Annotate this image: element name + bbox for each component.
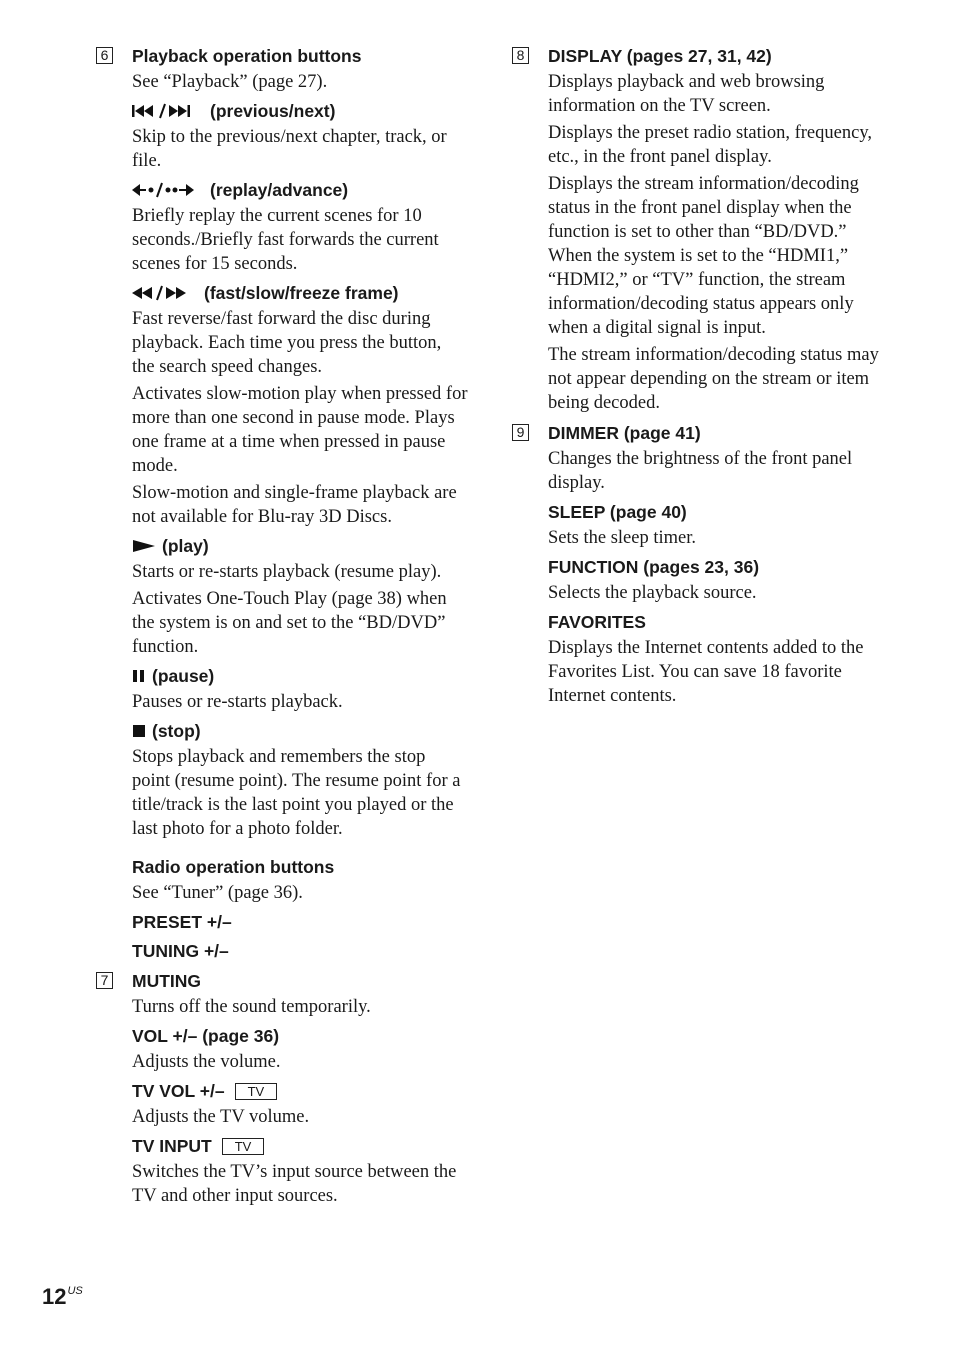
display-text-4: The stream information/decoding status may not appear depending on the stream or item being decoded.	[548, 345, 879, 413]
prev-next-text: Skip to the previous/next chapter, track, or file.	[132, 127, 447, 171]
display-heading: DISPLAY (pages 27, 31, 42)	[548, 46, 772, 66]
tv-vol-text: Adjusts the TV volume.	[132, 1107, 310, 1127]
radio-buttons-heading: Radio operation buttons	[132, 857, 335, 877]
dimmer-text: Changes the brightness of the front panel display.	[548, 449, 853, 493]
left-column	[96, 44, 468, 1214]
muting-text: Turns off the sound temporarily.	[132, 997, 371, 1017]
section-7	[96, 969, 468, 1208]
favorites-text: Displays the Internet contents added to the Favorites List. You can save 18 favorite Internet contents.	[548, 638, 864, 706]
play-text-1: Starts or re-starts playback (resume play).	[132, 562, 442, 582]
dimmer-heading: DIMMER (page 41)	[548, 423, 701, 443]
page-number-value: 12	[42, 1284, 67, 1309]
tv-vol-label: TV VOL +/–	[132, 1081, 225, 1101]
favorites-heading: FAVORITES	[548, 612, 646, 632]
pause-label: (pause)	[152, 666, 215, 686]
section-number-6: 6	[96, 47, 113, 64]
right-column	[512, 44, 884, 714]
prev-next-label: (previous/next)	[210, 101, 336, 121]
vol-heading: VOL +/– (page 36)	[132, 1026, 280, 1046]
fast-slow-label: (fast/slow/freeze frame)	[204, 283, 399, 303]
fast-slow-heading	[132, 281, 468, 305]
tv-input-heading	[132, 1134, 468, 1158]
pause-heading	[132, 664, 468, 688]
vol-text: Adjusts the volume.	[132, 1052, 281, 1072]
display-text-3: Displays the stream information/decoding status in the front panel display when the function is set to other than “BD/DVD.” When the system is set to the “HDMI1,” “HDMI2,” or “TV” function, the stream information/decoding status appears only when a digital signal is input.	[548, 174, 859, 338]
sleep-text: Sets the sleep timer.	[548, 528, 696, 548]
play-heading	[132, 534, 468, 558]
play-icon	[132, 538, 156, 554]
radio-buttons-intro: See “Tuner” (page 36).	[132, 883, 303, 903]
previous-next-icon	[132, 103, 204, 119]
stop-icon	[132, 723, 146, 739]
muting-heading: MUTING	[132, 971, 202, 991]
section-6	[96, 44, 468, 963]
tv-badge: TV	[222, 1138, 265, 1155]
prev-next-heading	[132, 99, 468, 123]
display-text-1: Displays playback and web browsing information on the TV screen.	[548, 72, 825, 116]
replay-advance-heading	[132, 178, 468, 202]
section-8	[512, 44, 884, 415]
tv-vol-heading	[132, 1079, 468, 1103]
page-number-suffix: US	[67, 1285, 83, 1297]
play-label: (play)	[162, 536, 209, 556]
replay-advance-icon	[132, 182, 204, 198]
sleep-heading: SLEEP (page 40)	[548, 502, 687, 522]
section-9	[512, 421, 884, 708]
stop-heading	[132, 719, 468, 743]
fast-slow-text-3: Slow-motion and single-frame playback are not available for Blu-ray 3D Discs.	[132, 483, 457, 527]
function-text: Selects the playback source.	[548, 583, 757, 603]
rewind-forward-icon	[132, 285, 198, 301]
section-6-title: Playback operation buttons	[132, 46, 362, 66]
stop-label: (stop)	[152, 721, 201, 741]
display-text-2: Displays the preset radio station, frequency, etc., in the front panel display.	[548, 123, 872, 167]
tuning-heading: TUNING +/–	[132, 941, 229, 961]
pause-text: Pauses or re-starts playback.	[132, 692, 343, 712]
replay-advance-label: (replay/advance)	[210, 180, 349, 200]
section-number-9: 9	[512, 424, 529, 441]
section-6-intro: See “Playback” (page 27).	[132, 72, 328, 92]
section-number-8: 8	[512, 47, 529, 64]
function-heading: FUNCTION (pages 23, 36)	[548, 557, 760, 577]
page-number	[42, 1284, 83, 1310]
stop-text: Stops playback and remembers the stop point (resume point). The resume point for a title/track is the last point you played or the last photo for a photo folder.	[132, 747, 461, 839]
section-number-7: 7	[96, 972, 113, 989]
tv-input-text: Switches the TV’s input source between the TV and other input sources.	[132, 1162, 457, 1206]
replay-advance-text: Briefly replay the current scenes for 10 seconds./Briefly fast forwards the current scenes for 15 seconds.	[132, 206, 439, 274]
pause-icon	[132, 668, 146, 684]
play-text-2: Activates One-Touch Play (page 38) when the system is on and set to the “BD/DVD” function.	[132, 589, 447, 657]
tv-input-label: TV INPUT	[132, 1136, 212, 1156]
fast-slow-text-2: Activates slow-motion play when pressed for more than one second in pause mode. Plays one frame at a time when pressed in pause mode.	[132, 384, 468, 476]
fast-slow-text-1: Fast reverse/fast forward the disc during playback. Each time you press the button, the search speed changes.	[132, 309, 442, 377]
tv-badge: TV	[235, 1083, 278, 1100]
preset-heading: PRESET +/–	[132, 912, 232, 932]
